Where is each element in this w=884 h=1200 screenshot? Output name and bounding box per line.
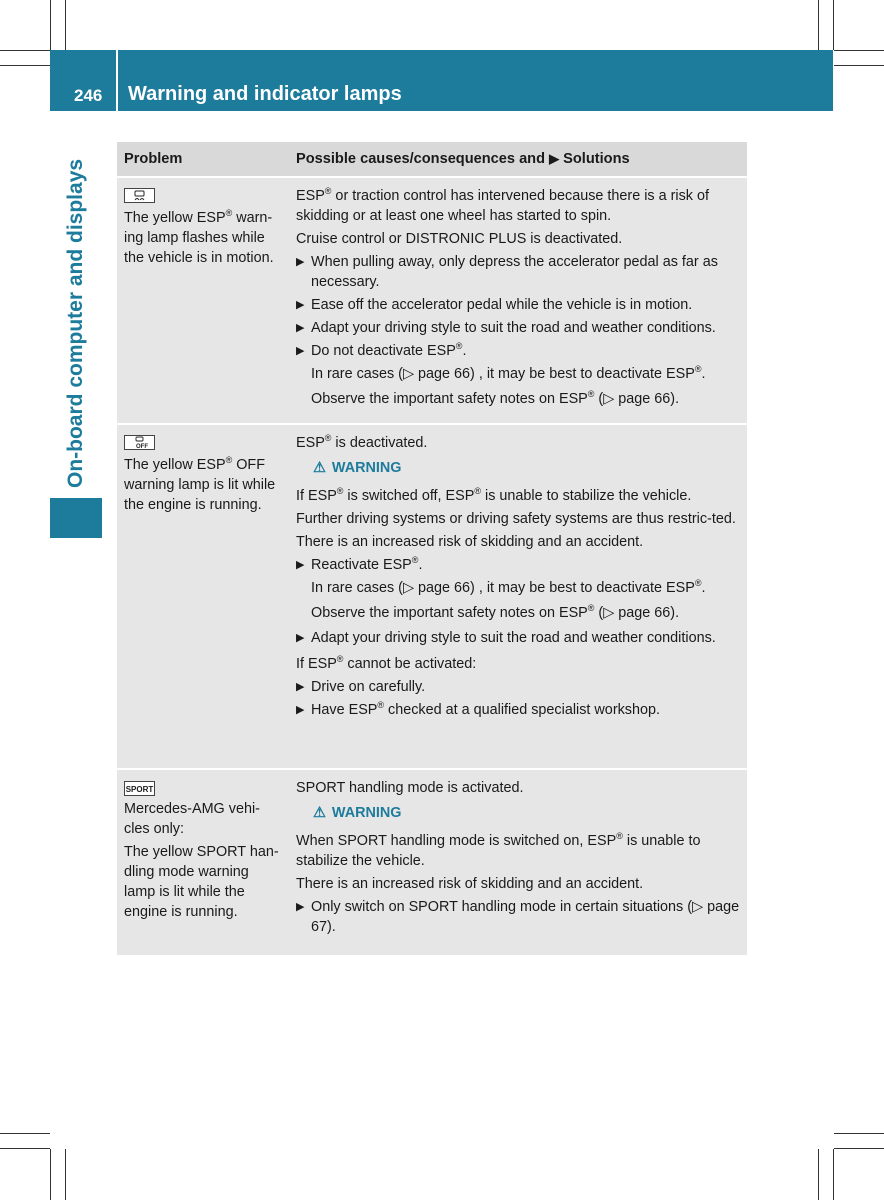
problem-text: The yellow SPORT han-dling mode warning lamp is lit while the engine is running. bbox=[124, 844, 279, 920]
problem-text: Mercedes-AMG vehi-cles only: bbox=[124, 801, 260, 837]
solutions-arrow-icon: ▶ bbox=[549, 151, 560, 166]
sport-icon: SPORT bbox=[124, 781, 155, 796]
problem-text: The yellow ESP® warn-ing lamp flashes while the vehicle is in motion. bbox=[124, 208, 274, 266]
causes-cell bbox=[289, 769, 747, 955]
cause-text: Cruise control or DISTRONIC PLUS is deactivated. bbox=[296, 231, 623, 247]
crop-mark bbox=[50, 0, 51, 50]
problem-text: The yellow ESP® OFF warning lamp is lit while the engine is running. bbox=[124, 455, 276, 513]
table-row bbox=[117, 424, 747, 769]
warning-label: WARNING bbox=[331, 805, 402, 821]
cause-text: There is an increased risk of skidding and an accident. bbox=[296, 876, 644, 892]
side-chapter-label: On-board computer and displays bbox=[64, 158, 87, 488]
solution-bullet: ▶ Adapt your driving style to suit the road and weather conditions. bbox=[296, 318, 740, 338]
table-row bbox=[117, 769, 747, 955]
solution-note: In rare cases (▷ page 66) , it may be best to deactivate ESP®. bbox=[311, 364, 706, 382]
solution-bullet: ▶ Drive on carefully. bbox=[296, 677, 740, 697]
warning-triangle-icon: ⚠ bbox=[313, 460, 326, 476]
side-tab-block bbox=[50, 498, 102, 538]
table-row bbox=[117, 177, 747, 424]
cause-text: SPORT handling mode is activated. bbox=[296, 780, 524, 796]
solution-note: Observe the important safety notes on ESP® (▷ page 66). bbox=[311, 603, 680, 621]
solution-bullet: ▶ Adapt your driving style to suit the road and weather conditions. bbox=[296, 628, 740, 648]
crop-mark bbox=[834, 65, 884, 66]
crop-mark bbox=[0, 50, 50, 51]
crop-mark bbox=[50, 1149, 51, 1200]
problem-cell bbox=[117, 769, 289, 955]
causes-cell bbox=[289, 424, 747, 769]
cause-text: If ESP® cannot be activated: bbox=[296, 654, 477, 672]
cause-text: If ESP® is switched off, ESP® is unable to stabilize the vehicle. bbox=[296, 486, 692, 504]
crop-mark bbox=[834, 1133, 884, 1134]
warning-heading bbox=[313, 458, 740, 478]
page-number: 246 bbox=[74, 86, 103, 105]
warning-label: WARNING bbox=[331, 460, 402, 476]
solution-note: Observe the important safety notes on ESP® (▷ page 66). bbox=[311, 389, 680, 407]
esp-icon bbox=[124, 188, 155, 203]
crop-mark bbox=[65, 0, 66, 50]
solution-bullet: ▶ When pulling away, only depress the accelerator pedal as far as necessary. bbox=[296, 252, 740, 292]
crop-mark bbox=[818, 0, 819, 50]
crop-mark bbox=[834, 50, 884, 51]
solution-bullet: ▶ Ease off the accelerator pedal while the vehicle is in motion. bbox=[296, 295, 740, 315]
header-causes bbox=[289, 142, 747, 177]
crop-mark bbox=[833, 1149, 834, 1200]
crop-mark bbox=[818, 1149, 819, 1200]
solution-note: In rare cases (▷ page 66) , it may be best to deactivate ESP®. bbox=[311, 578, 706, 596]
solution-bullet: ▶ Only switch on SPORT handling mode in certain situations (▷ page 67). bbox=[296, 897, 740, 937]
cause-text: When SPORT handling mode is switched on, ESP® is unable to stabilize the vehicle. bbox=[296, 831, 701, 869]
crop-mark bbox=[834, 1148, 884, 1149]
esp-off-icon bbox=[124, 435, 155, 450]
cause-text: Further driving systems or driving safety systems are thus restric-ted. bbox=[296, 511, 736, 527]
cause-text: There is an increased risk of skidding and an accident. bbox=[296, 534, 644, 550]
problem-cell bbox=[117, 424, 289, 769]
header-problem: Problem bbox=[117, 142, 289, 177]
causes-cell bbox=[289, 177, 747, 424]
problem-cell bbox=[117, 177, 289, 424]
crop-mark bbox=[0, 1133, 50, 1134]
header-causes-text: Possible causes/consequences and bbox=[296, 151, 546, 167]
crop-mark bbox=[0, 1148, 50, 1149]
svg-text:OFF: OFF bbox=[136, 444, 148, 449]
crop-mark bbox=[833, 0, 834, 50]
solution-bullet: ▶ Do not deactivate ESP®. bbox=[296, 341, 740, 361]
solution-bullet: ▶ Reactivate ESP®. bbox=[296, 555, 740, 575]
cause-text: ESP® or traction control has intervened because there is a risk of skidding or at least one wheel has started to spin. bbox=[296, 186, 709, 224]
warning-heading bbox=[313, 803, 740, 823]
header-solutions-text: Solutions bbox=[563, 151, 630, 167]
warning-triangle-icon: ⚠ bbox=[313, 805, 326, 821]
solution-bullet: ▶ Have ESP® checked at a qualified specialist workshop. bbox=[296, 700, 740, 720]
warning-lamp-table bbox=[117, 142, 747, 955]
cause-text: ESP® is deactivated. bbox=[296, 433, 428, 451]
crop-mark bbox=[65, 1149, 66, 1200]
crop-mark bbox=[0, 65, 50, 66]
table-header-row bbox=[117, 142, 747, 177]
page-title: Warning and indicator lamps bbox=[128, 83, 402, 105]
header-divider bbox=[116, 50, 118, 111]
